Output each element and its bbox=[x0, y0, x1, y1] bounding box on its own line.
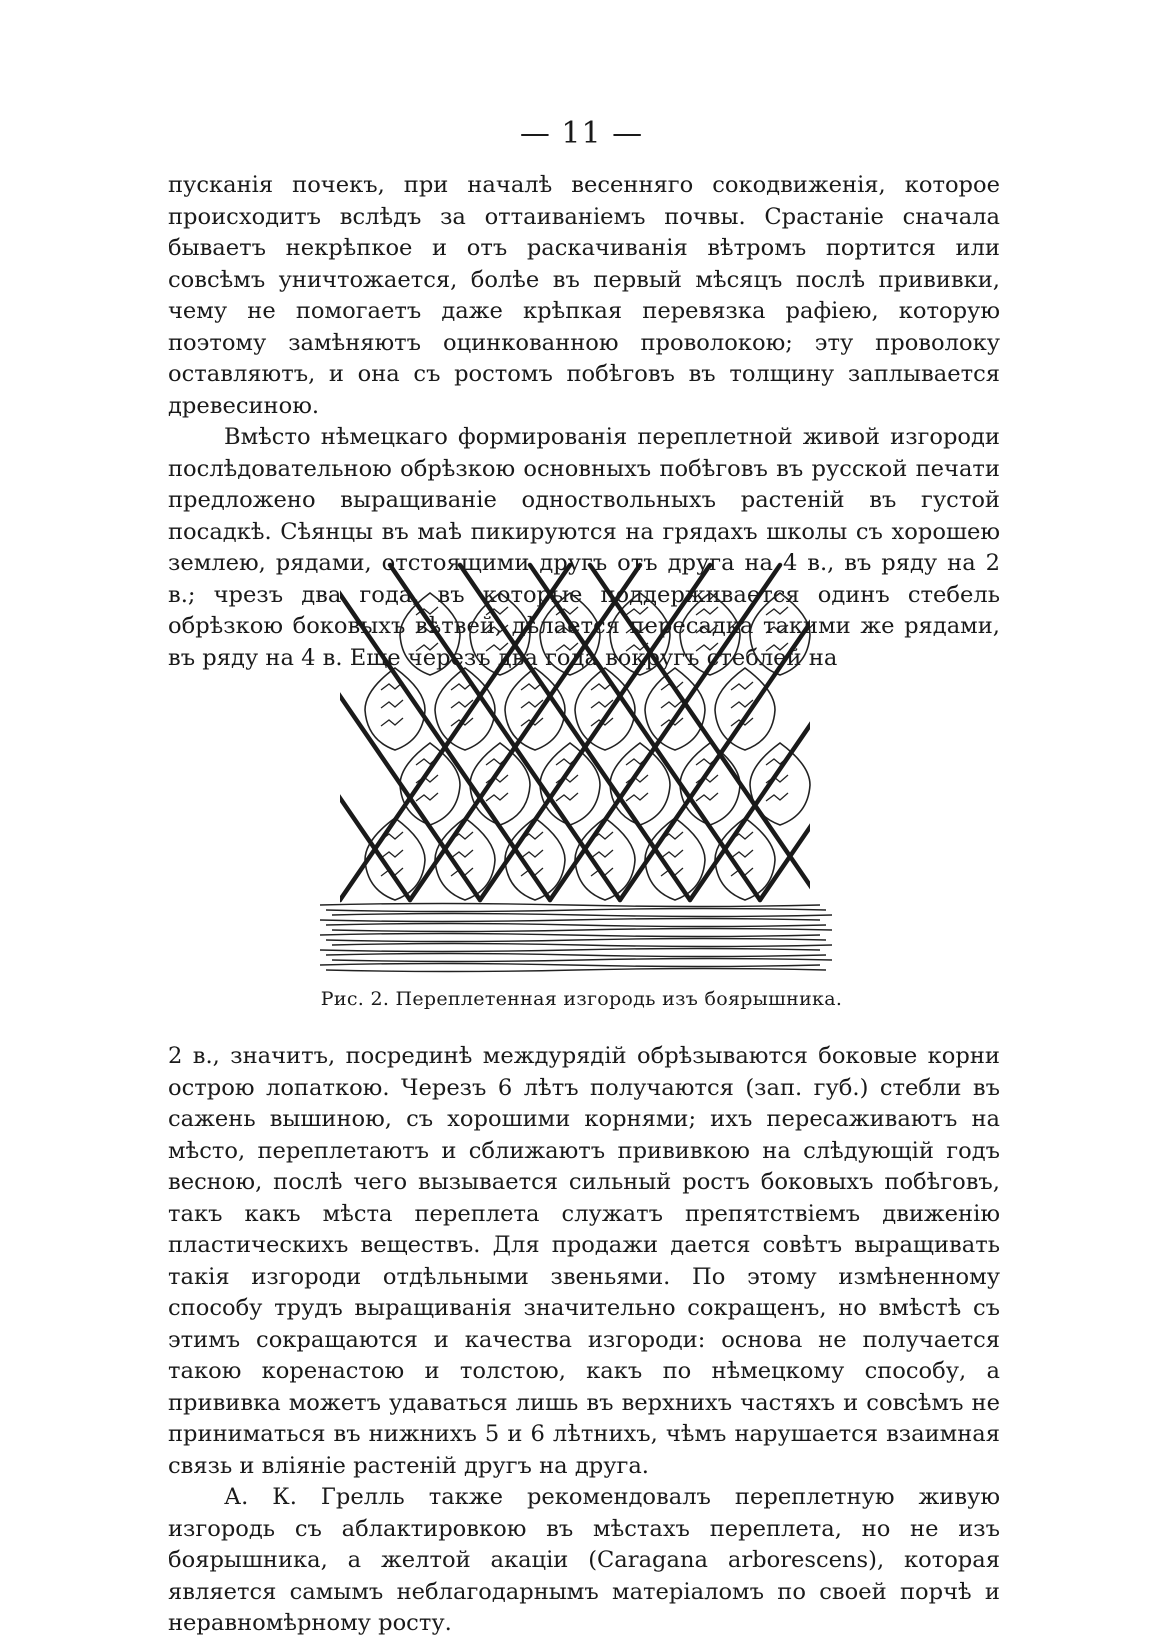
twig-mark bbox=[556, 643, 578, 651]
twig-mark bbox=[381, 718, 403, 726]
foliage-blob bbox=[435, 668, 495, 750]
twig-mark bbox=[626, 607, 648, 615]
foliage-blob bbox=[645, 668, 705, 750]
ground-hatch bbox=[326, 969, 826, 972]
ground-hatch bbox=[320, 964, 820, 967]
twig-mark bbox=[381, 850, 403, 858]
stem-left bbox=[460, 565, 690, 900]
foliage-blob bbox=[365, 668, 425, 750]
twig-mark bbox=[416, 643, 438, 651]
twig-mark bbox=[486, 643, 508, 651]
ground-hatch bbox=[332, 914, 832, 917]
foliage-blob bbox=[505, 668, 565, 750]
ground-hatch bbox=[332, 944, 832, 947]
stem-left bbox=[390, 565, 620, 900]
twig-mark bbox=[661, 700, 683, 708]
stem-right bbox=[760, 565, 860, 900]
twig-mark bbox=[696, 643, 718, 651]
twig-mark bbox=[486, 793, 508, 801]
twig-mark bbox=[766, 793, 788, 801]
stem-right bbox=[690, 565, 860, 900]
twig-mark bbox=[626, 793, 648, 801]
twig-mark bbox=[416, 793, 438, 801]
figure-hedge-illustration bbox=[300, 545, 860, 1005]
ground-hatch bbox=[320, 904, 820, 907]
paragraph-hedge-method: Вмѣсто нѣмецкаго формированія переплетной живой изгороди послѣдовательною обрѣзкою основныхъ побѣговъ въ русской печати предложено выращиваніе одноствольныхъ растеній въ густой посадкѣ. Сѣянцы въ маѣ пикируются на грядахъ школы съ хорошею землею, рядами, отстоящими другъ отъ друга на 4 в., въ ряду на 2 в.; чрезъ два года, въ которые поддерживается одинъ стебель обрѣзкою боковыхъ вѣтвей, дѣлается пересадка такими же рядами, въ ряду на 4 в. Еще черезъ два года вокругъ стеблей на bbox=[168, 424, 1000, 671]
stem-left bbox=[320, 565, 550, 900]
twig-mark bbox=[696, 607, 718, 615]
twig-mark bbox=[521, 700, 543, 708]
twig-mark bbox=[451, 850, 473, 858]
twig-mark bbox=[731, 850, 753, 858]
ground-hatch bbox=[326, 909, 826, 912]
ground-hatch bbox=[332, 929, 832, 932]
twig-mark bbox=[731, 700, 753, 708]
twig-mark bbox=[731, 682, 753, 690]
stem-left bbox=[590, 565, 820, 900]
twig-mark bbox=[766, 607, 788, 615]
foliage-blob bbox=[680, 743, 740, 825]
foliage-blob bbox=[575, 668, 635, 750]
foliage-blob bbox=[400, 593, 460, 675]
ground-hatch bbox=[332, 959, 832, 962]
twig-mark bbox=[766, 625, 788, 633]
twig-mark bbox=[556, 793, 578, 801]
stem-left bbox=[300, 565, 340, 900]
ground-hatch bbox=[320, 949, 820, 952]
twig-mark bbox=[661, 850, 683, 858]
ground-hatch bbox=[326, 924, 826, 927]
paragraph-continuation: пусканія почекъ, при началѣ весенняго сокодвиженія, которое происходитъ вслѣдъ за оттаиваніемъ почвы. Срастаніе сначала бываетъ некрѣпкое и отъ раскачиванія вѣтромъ портится или совсѣмъ уничтожается, болѣе въ первый мѣсяцъ послѣ прививки, чему не помогаетъ даже крѣпкая перевязка рафіею, которую поэтому замѣняютъ оцинкованною проволокою; эту проволоку оставляютъ, и она съ ростомъ побѣговъ въ толщину заплывается древесиною. bbox=[168, 172, 1000, 419]
text-block-bottom bbox=[168, 1041, 1000, 1640]
ground-hatch bbox=[320, 919, 820, 922]
twig-mark bbox=[381, 700, 403, 708]
ground-hatch bbox=[326, 939, 826, 942]
twig-mark bbox=[591, 700, 613, 708]
stem-left bbox=[530, 565, 760, 900]
paragraph-transplanting: 2 в., значитъ, посрединѣ междурядій обрѣзываются боковые корни острою лопаткою. Черезъ 6 лѣтъ получаются (зап. губ.) стебли въ сажень вышиною, съ хорошими корнями; ихъ пересаживаютъ на мѣсто, переплетаютъ и сближаютъ прививкою на слѣдующій годъ весною, послѣ чего вызывается сильный ростъ боковыхъ побѣговъ, такъ какъ мѣста переплета служатъ препятствіемъ движенію пластическихъ веществъ. Для продажи дается совѣтъ выращивать такія изгороди отдѣльными звеньями. По этому измѣненному способу трудъ выращиванія значительно сокращенъ, но вмѣстѣ съ этимъ сокращаются и качества изгороди: основа не получается такою коренастою и толстою, какъ по нѣмецкому способу, а прививка можетъ удаваться лишь въ верхнихъ частяхъ и совсѣмъ не приниматься въ нижнихъ 5 и 6 лѣтнихъ, чѣмъ нарушается взаимная связь и вліяніе растеній другъ на друга. bbox=[168, 1043, 1000, 1479]
figure-caption: Рис. 2. Переплетенная изгородь изъ боярышника. bbox=[320, 988, 843, 1010]
twig-mark bbox=[696, 793, 718, 801]
ground-hatch bbox=[326, 954, 826, 957]
twig-mark bbox=[766, 643, 788, 651]
ground-hatch bbox=[320, 934, 820, 937]
stem-right bbox=[820, 565, 860, 900]
paragraph-grell: А. К. Грелль также рекомендовалъ переплетную живую изгородь съ аблактировкою въ мѣстахъ переплета, но не изъ боярышника, а желтой акаціи (Caragana arborescens), которая является самымъ неблагодарнымъ матеріаломъ по своей порчѣ и неравномѣрному росту. bbox=[168, 1484, 1000, 1636]
twig-mark bbox=[521, 850, 543, 858]
twig-mark bbox=[591, 850, 613, 858]
twig-mark bbox=[451, 700, 473, 708]
twig-mark bbox=[696, 625, 718, 633]
page-number: — 11 — bbox=[519, 116, 644, 151]
hedge-drawing bbox=[300, 545, 860, 985]
foliage-blob bbox=[715, 668, 775, 750]
